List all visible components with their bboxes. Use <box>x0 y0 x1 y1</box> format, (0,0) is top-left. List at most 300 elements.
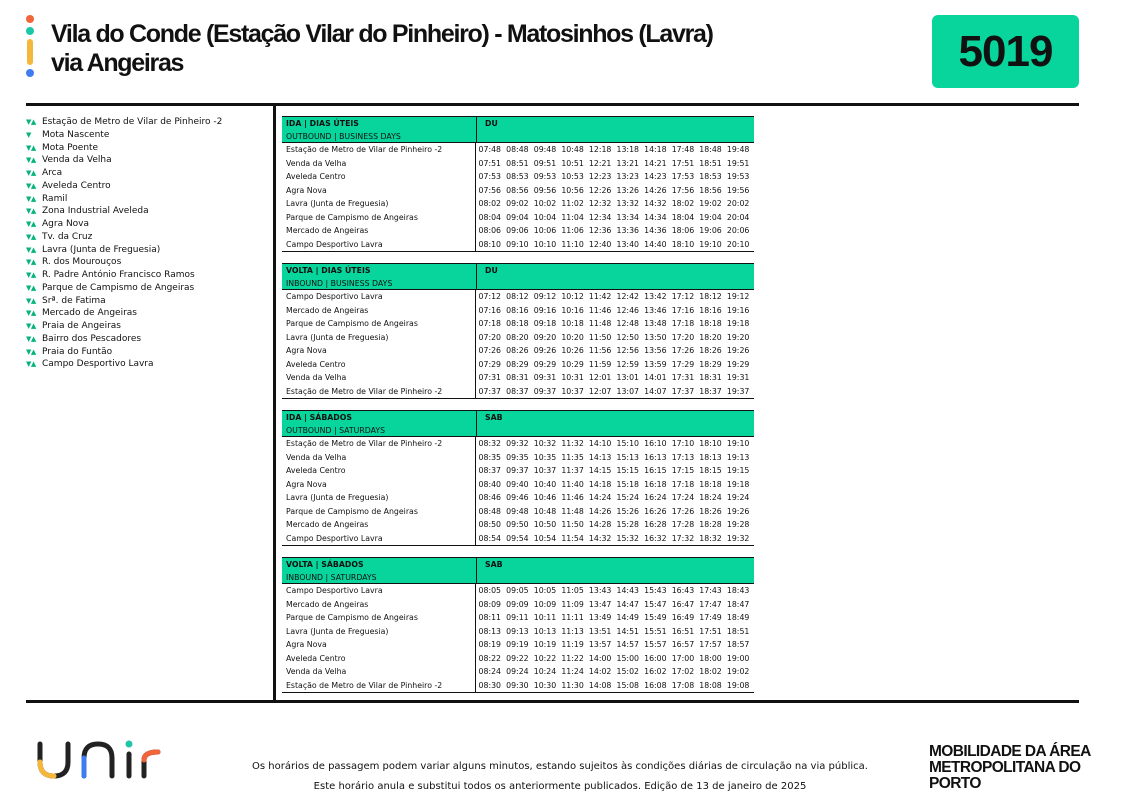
direction-arrows-icon: ▼▲ <box>26 334 36 343</box>
departure-time: 15:57 <box>644 640 667 649</box>
departure-time: 10:48 <box>533 506 557 516</box>
row-stop-name: Campo Desportivo Lavra <box>282 290 476 304</box>
departure-time: 09:22 <box>506 653 529 663</box>
header-separator <box>476 558 477 584</box>
stop-list-item <box>26 307 222 320</box>
departure-time: 09:48 <box>506 506 529 516</box>
departure-time: 09:10 <box>506 239 529 249</box>
departure-time: 14:34 <box>644 212 667 222</box>
departure-time: 09:13 <box>506 626 529 636</box>
departure-time: 17:53 <box>671 172 695 181</box>
departure-time: 19:15 <box>726 466 750 475</box>
table-row <box>282 451 754 465</box>
departure-time: 13:26 <box>616 185 639 195</box>
timetable-subtitle: OUTBOUND | SATURDAYS <box>286 426 386 435</box>
stop-list-item <box>26 116 222 129</box>
departure-time: 14:49 <box>616 613 639 622</box>
departure-time: 10:30 <box>533 680 557 690</box>
departure-time: 18:28 <box>699 520 722 529</box>
departure-time: 17:57 <box>699 640 722 649</box>
table-row <box>282 625 754 639</box>
stop-list-item <box>26 320 222 333</box>
departure-time: 13:40 <box>616 239 639 249</box>
departure-time: 15:26 <box>616 506 639 516</box>
departure-time: 10:54 <box>533 533 557 543</box>
departure-time: 13:42 <box>644 292 667 301</box>
departure-time: 17:47 <box>699 599 722 609</box>
direction-arrows-icon: ▼▲ <box>26 283 36 292</box>
departure-time: 19:10 <box>699 239 722 249</box>
departure-time: 10:51 <box>561 158 584 168</box>
departure-time: 18:48 <box>699 145 722 154</box>
departure-time: 11:02 <box>561 199 584 208</box>
departure-time: 14:26 <box>588 506 612 516</box>
table-row <box>282 437 754 451</box>
timetable-header <box>282 557 754 584</box>
stop-list-item <box>26 218 222 231</box>
departure-time: 09:53 <box>533 172 557 181</box>
departure-time: 11:37 <box>561 466 584 475</box>
departure-time: 08:40 <box>478 479 502 489</box>
timetable-title: IDA | SÁBADOS <box>286 413 353 422</box>
departure-time: 08:37 <box>506 386 529 396</box>
departure-time: 13:56 <box>644 346 667 355</box>
departure-time: 17:15 <box>671 466 695 475</box>
departure-time: 10:06 <box>533 226 557 235</box>
departure-time: 19:31 <box>726 373 750 382</box>
departure-time: 11:30 <box>561 680 584 690</box>
departure-time: 18:43 <box>726 586 750 595</box>
departure-time: 11:22 <box>561 653 584 663</box>
departure-time: 12:46 <box>616 305 639 315</box>
departure-time: 17:43 <box>699 586 722 595</box>
table-row <box>282 505 754 519</box>
departure-time: 09:05 <box>506 586 529 595</box>
stop-list-item <box>26 205 222 218</box>
brand-dots <box>26 15 34 81</box>
departure-time: 12:36 <box>588 226 612 235</box>
timetable <box>282 116 754 252</box>
unir-logo <box>36 738 171 786</box>
departure-time: 18:18 <box>699 319 722 328</box>
table-row <box>282 344 754 358</box>
row-stop-name: Lavra (Junta de Freguesia) <box>282 625 476 639</box>
departure-time: 11:56 <box>588 346 612 355</box>
table-row <box>282 464 754 478</box>
departure-time: 18:02 <box>699 667 722 676</box>
table-row <box>282 518 754 532</box>
departure-time: 19:26 <box>726 506 750 516</box>
departure-time: 13:51 <box>588 626 612 636</box>
departure-time: 10:19 <box>533 640 557 649</box>
departure-time: 09:54 <box>506 533 529 543</box>
departure-time: 15:49 <box>644 613 667 622</box>
departure-time: 15:51 <box>644 626 667 636</box>
amp-logo-line1: MOBILIDADE DA ÁREA <box>929 743 1091 760</box>
departure-time: 11:46 <box>588 305 612 315</box>
direction-arrows-icon: ▼▲ <box>26 156 36 165</box>
departure-time: 09:11 <box>506 613 529 622</box>
stop-name: Arca <box>42 168 63 178</box>
timetable-title: VOLTA | DIAS ÚTEIS <box>286 266 371 275</box>
departure-time: 19:10 <box>726 439 750 448</box>
departure-time: 08:22 <box>478 653 502 663</box>
departure-time: 18:31 <box>699 373 722 382</box>
timetable-subtitle: INBOUND | SATURDAYS <box>286 573 377 582</box>
row-stop-name: Campo Desportivo Lavra <box>282 584 476 598</box>
departure-time: 08:19 <box>478 640 502 649</box>
departure-time: 11:06 <box>561 226 584 235</box>
departure-time: 10:53 <box>561 172 584 181</box>
stop-list-item <box>26 154 222 167</box>
departure-time: 19:06 <box>699 226 722 235</box>
row-stop-name: Parque de Campismo de Angeiras <box>282 505 476 519</box>
row-stop-name: Lavra (Junta de Freguesia) <box>282 197 476 211</box>
unir-logo-icon <box>36 738 171 782</box>
table-row <box>282 224 754 238</box>
row-stop-name: Parque de Campismo de Angeiras <box>282 211 476 225</box>
row-stop-name: Mercado de Angeiras <box>282 518 476 532</box>
departure-time: 18:29 <box>699 359 722 369</box>
stop-name: Estação de Metro de Vilar de Pinheiro -2 <box>42 117 223 127</box>
row-stop-name: Aveleda Centro <box>282 464 476 478</box>
row-stop-name: Agra Nova <box>282 184 476 198</box>
departure-time: 17:51 <box>671 158 695 168</box>
departure-time: 08:29 <box>506 359 529 369</box>
departure-time: 19:56 <box>726 185 750 195</box>
departure-time: 14:36 <box>644 226 667 235</box>
departure-time: 13:48 <box>644 319 667 328</box>
departure-time: 17:18 <box>671 319 695 328</box>
departure-time: 07:56 <box>478 185 502 195</box>
stop-name: Praia de Angeiras <box>42 321 121 331</box>
departure-time: 10:37 <box>533 466 557 475</box>
departure-time: 14:32 <box>588 533 612 543</box>
departure-time: 10:02 <box>533 199 557 208</box>
row-stop-name: Parque de Campismo de Angeiras <box>282 611 476 625</box>
departure-time: 19:26 <box>726 346 750 355</box>
departure-time: 08:16 <box>506 305 529 315</box>
teal-dot-icon <box>26 27 34 35</box>
service-code: SAB <box>485 560 503 569</box>
departure-time: 19:02 <box>699 199 722 208</box>
departure-time: 13:18 <box>616 145 639 154</box>
departure-time: 10:24 <box>533 667 557 676</box>
departure-time: 12:07 <box>588 386 612 396</box>
departure-time: 14:24 <box>588 493 612 502</box>
header-separator <box>476 411 477 437</box>
stop-list-item <box>26 282 222 295</box>
stop-list-item <box>26 333 222 346</box>
departure-time: 15:43 <box>644 586 667 595</box>
departure-time: 17:24 <box>671 493 695 502</box>
departure-time: 07:12 <box>478 292 502 301</box>
departure-time: 19:18 <box>726 319 750 328</box>
departure-time: 19:24 <box>726 493 750 502</box>
departure-time: 17:08 <box>671 680 695 690</box>
column-divider <box>273 106 276 702</box>
departure-time: 07:48 <box>478 145 502 154</box>
table-row <box>282 197 754 211</box>
departure-time: 11:46 <box>561 493 584 502</box>
departure-time: 16:28 <box>644 520 667 529</box>
timetable <box>282 410 754 546</box>
departure-time: 19:08 <box>726 680 750 690</box>
stop-name: Aveleda Centro <box>42 180 111 191</box>
departure-time: 17:12 <box>671 292 695 301</box>
departure-time: 14:15 <box>588 466 612 475</box>
departure-time: 16:57 <box>671 640 695 649</box>
yellow-bar-icon <box>27 39 33 65</box>
departure-time: 13:01 <box>616 373 639 382</box>
row-stop-name: Estação de Metro de Vilar de Pinheiro -2 <box>282 385 476 399</box>
departure-time: 17:10 <box>671 439 695 448</box>
route-title-line2: via Angeiras <box>51 49 184 77</box>
row-stop-name: Agra Nova <box>282 638 476 652</box>
departure-time: 08:48 <box>478 506 502 516</box>
departure-time: 07:37 <box>478 386 502 396</box>
departure-time: 18:57 <box>726 640 750 649</box>
route-title-line1: Vila do Conde (Estação Vilar do Pinheiro) - Matosinhos (Lavra) <box>51 20 713 48</box>
departure-time: 11:48 <box>561 506 584 516</box>
stop-name: R. dos Mourouços <box>42 257 122 268</box>
table-row <box>282 478 754 492</box>
direction-arrows-icon: ▼▲ <box>26 143 36 152</box>
departure-time: 10:11 <box>533 613 557 622</box>
departure-time: 08:46 <box>478 493 502 502</box>
table-row <box>282 652 754 666</box>
stop-name: Srª. de Fatima <box>42 295 106 306</box>
departure-time: 09:24 <box>506 667 529 676</box>
row-stop-name: Aveleda Centro <box>282 652 476 666</box>
departure-time: 17:28 <box>671 520 695 529</box>
stop-list-item <box>26 256 222 269</box>
table-row <box>282 290 754 304</box>
departure-time: 14:26 <box>644 185 667 195</box>
service-code: SAB <box>485 413 503 422</box>
departure-time: 14:07 <box>644 386 667 396</box>
departure-time: 10:22 <box>533 653 557 663</box>
departure-time: 08:53 <box>506 172 529 181</box>
departure-time: 15:00 <box>616 653 639 663</box>
departure-time: 12:48 <box>616 319 639 328</box>
departure-time: 08:11 <box>478 613 502 622</box>
departure-time: 11:50 <box>588 332 612 342</box>
departure-time: 15:08 <box>616 680 639 690</box>
departure-time: 12:56 <box>616 346 639 355</box>
departure-time: 10:32 <box>533 439 557 448</box>
departure-time: 18:08 <box>699 680 722 690</box>
direction-arrows-icon: ▼▲ <box>26 245 36 254</box>
row-stop-name: Aveleda Centro <box>282 358 476 372</box>
departure-time: 11:35 <box>561 452 584 462</box>
departure-time: 09:50 <box>506 520 529 529</box>
table-row <box>282 679 754 693</box>
departure-time: 17:48 <box>671 145 695 154</box>
departure-time: 09:02 <box>506 199 529 208</box>
timetable-subtitle: OUTBOUND | BUSINESS DAYS <box>286 132 401 141</box>
departure-time: 10:12 <box>561 292 584 301</box>
table-row <box>282 584 754 598</box>
departure-time: 14:08 <box>588 680 612 690</box>
departure-time: 08:56 <box>506 185 529 195</box>
departure-time: 14:57 <box>616 640 639 649</box>
departure-time: 09:30 <box>506 680 529 690</box>
stop-name: Zona Industrial Aveleda <box>42 206 149 217</box>
header-separator <box>476 264 477 290</box>
departure-time: 15:28 <box>616 520 639 529</box>
stop-list-item <box>26 358 222 371</box>
departure-time: 11:59 <box>588 359 612 369</box>
departure-time: 16:24 <box>644 493 667 502</box>
departure-time: 09:37 <box>506 466 529 475</box>
departure-time: 11:24 <box>561 667 584 676</box>
stop-name: Campo Desportivo Lavra <box>42 359 154 370</box>
stop-name: Agra Nova <box>42 219 90 229</box>
departure-time: 10:56 <box>561 185 584 195</box>
departure-time: 12:18 <box>588 145 612 154</box>
departure-time: 12:26 <box>588 185 612 195</box>
stop-name: Venda da Velha <box>42 155 112 166</box>
departure-time: 13:21 <box>616 158 639 168</box>
row-stop-name: Venda da Velha <box>282 665 476 679</box>
departure-time: 16:08 <box>644 680 667 690</box>
row-stop-name: Estação de Metro de Vilar de Pinheiro -2 <box>282 679 476 693</box>
departure-time: 16:51 <box>671 626 695 636</box>
departure-time: 14:43 <box>616 586 639 595</box>
route-number-badge: 5019 <box>932 15 1079 88</box>
departure-time: 09:29 <box>533 359 557 369</box>
departure-time: 13:57 <box>588 640 612 649</box>
timetable <box>282 263 754 399</box>
departure-time: 09:18 <box>533 319 557 328</box>
table-row <box>282 211 754 225</box>
departure-time: 18:47 <box>726 599 750 609</box>
table-row <box>282 304 754 318</box>
departure-time: 19:13 <box>726 452 750 462</box>
departure-time: 16:02 <box>644 667 667 676</box>
departure-time: 12:01 <box>588 373 612 382</box>
departure-time: 09:40 <box>506 479 529 489</box>
departure-time: 09:37 <box>533 386 557 396</box>
service-code: DU <box>485 266 498 275</box>
departure-time: 09:04 <box>506 212 529 222</box>
departure-time: 07:53 <box>478 172 502 181</box>
departure-time: 11:05 <box>561 586 584 595</box>
departure-time: 20:10 <box>726 239 750 249</box>
stop-list-item <box>26 142 222 155</box>
departure-time: 08:13 <box>478 626 502 636</box>
departure-time: 07:26 <box>478 346 502 355</box>
departure-time: 19:53 <box>726 172 750 181</box>
direction-arrows-icon: ▼▲ <box>26 169 36 177</box>
table-row <box>282 491 754 505</box>
departure-time: 08:30 <box>478 680 502 690</box>
departure-time: 08:05 <box>478 586 502 595</box>
departure-time: 07:29 <box>478 359 502 369</box>
bottom-divider <box>26 700 1079 703</box>
departure-time: 19:29 <box>726 359 750 369</box>
departure-time: 08:37 <box>478 466 502 475</box>
table-row <box>282 385 754 399</box>
departure-time: 11:10 <box>561 239 584 249</box>
departure-time: 17:29 <box>671 359 695 369</box>
table-row <box>282 317 754 331</box>
departure-time: 16:26 <box>644 506 667 516</box>
departure-time: 13:34 <box>616 212 639 222</box>
departure-time: 10:16 <box>561 305 584 315</box>
departure-time: 17:51 <box>699 626 722 636</box>
departure-time: 08:32 <box>478 439 502 448</box>
departure-time: 10:13 <box>533 626 557 636</box>
departure-time: 18:49 <box>726 613 750 622</box>
stop-name: Lavra (Junta de Freguesia) <box>42 244 161 255</box>
route-title <box>51 20 713 78</box>
departure-time: 08:12 <box>506 292 529 301</box>
departure-time: 09:56 <box>533 185 557 195</box>
departure-time: 08:51 <box>506 158 529 168</box>
departure-time: 13:36 <box>616 226 639 235</box>
departure-time: 19:16 <box>726 305 750 315</box>
departure-time: 10:48 <box>561 145 584 154</box>
departure-time: 18:04 <box>671 212 695 222</box>
timetable-header <box>282 263 754 290</box>
departure-time: 17:20 <box>671 332 695 342</box>
row-stop-name: Venda da Velha <box>282 371 476 385</box>
departure-time: 11:19 <box>561 640 584 649</box>
departure-time: 09:35 <box>506 452 529 462</box>
direction-arrows-icon: ▼▲ <box>26 271 36 279</box>
departure-time: 15:32 <box>616 533 639 543</box>
top-divider <box>26 103 1079 106</box>
departure-time: 13:23 <box>616 172 639 181</box>
departure-time: 15:15 <box>616 466 639 475</box>
direction-arrows-icon: ▼▲ <box>26 118 36 126</box>
row-stop-name: Lavra (Junta de Freguesia) <box>282 331 476 345</box>
departure-time: 13:59 <box>644 359 667 369</box>
departure-time: 08:18 <box>506 319 529 328</box>
departure-time: 12:59 <box>616 359 639 369</box>
direction-arrows-icon: ▼▲ <box>26 347 36 356</box>
stop-name: R. Padre António Francisco Ramos <box>42 270 195 280</box>
departure-time: 18:53 <box>699 172 722 181</box>
departure-time: 19:20 <box>726 332 750 342</box>
timetable-title: IDA | DIAS ÚTEIS <box>286 119 359 128</box>
departure-time: 18:18 <box>699 479 722 489</box>
departure-time: 17:26 <box>671 346 695 355</box>
departure-time: 18:16 <box>699 305 722 315</box>
departure-time: 11:13 <box>561 626 584 636</box>
footer-notes <box>160 757 960 797</box>
stop-name: Mota Nascente <box>42 129 110 140</box>
departure-time: 09:16 <box>533 305 557 315</box>
departure-time: 18:26 <box>699 506 722 516</box>
departure-time: 09:48 <box>533 145 557 154</box>
timetable-header <box>282 410 754 437</box>
departure-time: 09:46 <box>506 493 529 502</box>
departure-time: 17:37 <box>671 386 695 396</box>
stop-list-item <box>26 180 222 193</box>
row-stop-name: Aveleda Centro <box>282 170 476 184</box>
amp-logo <box>929 744 1122 792</box>
departure-time: 08:04 <box>478 212 502 222</box>
departure-time: 07:18 <box>478 319 502 328</box>
departure-time: 08:24 <box>478 667 502 676</box>
departure-time: 17:02 <box>671 667 695 676</box>
departure-time: 07:16 <box>478 305 502 315</box>
departure-time: 20:04 <box>726 212 750 222</box>
departure-time: 13:50 <box>644 332 667 342</box>
